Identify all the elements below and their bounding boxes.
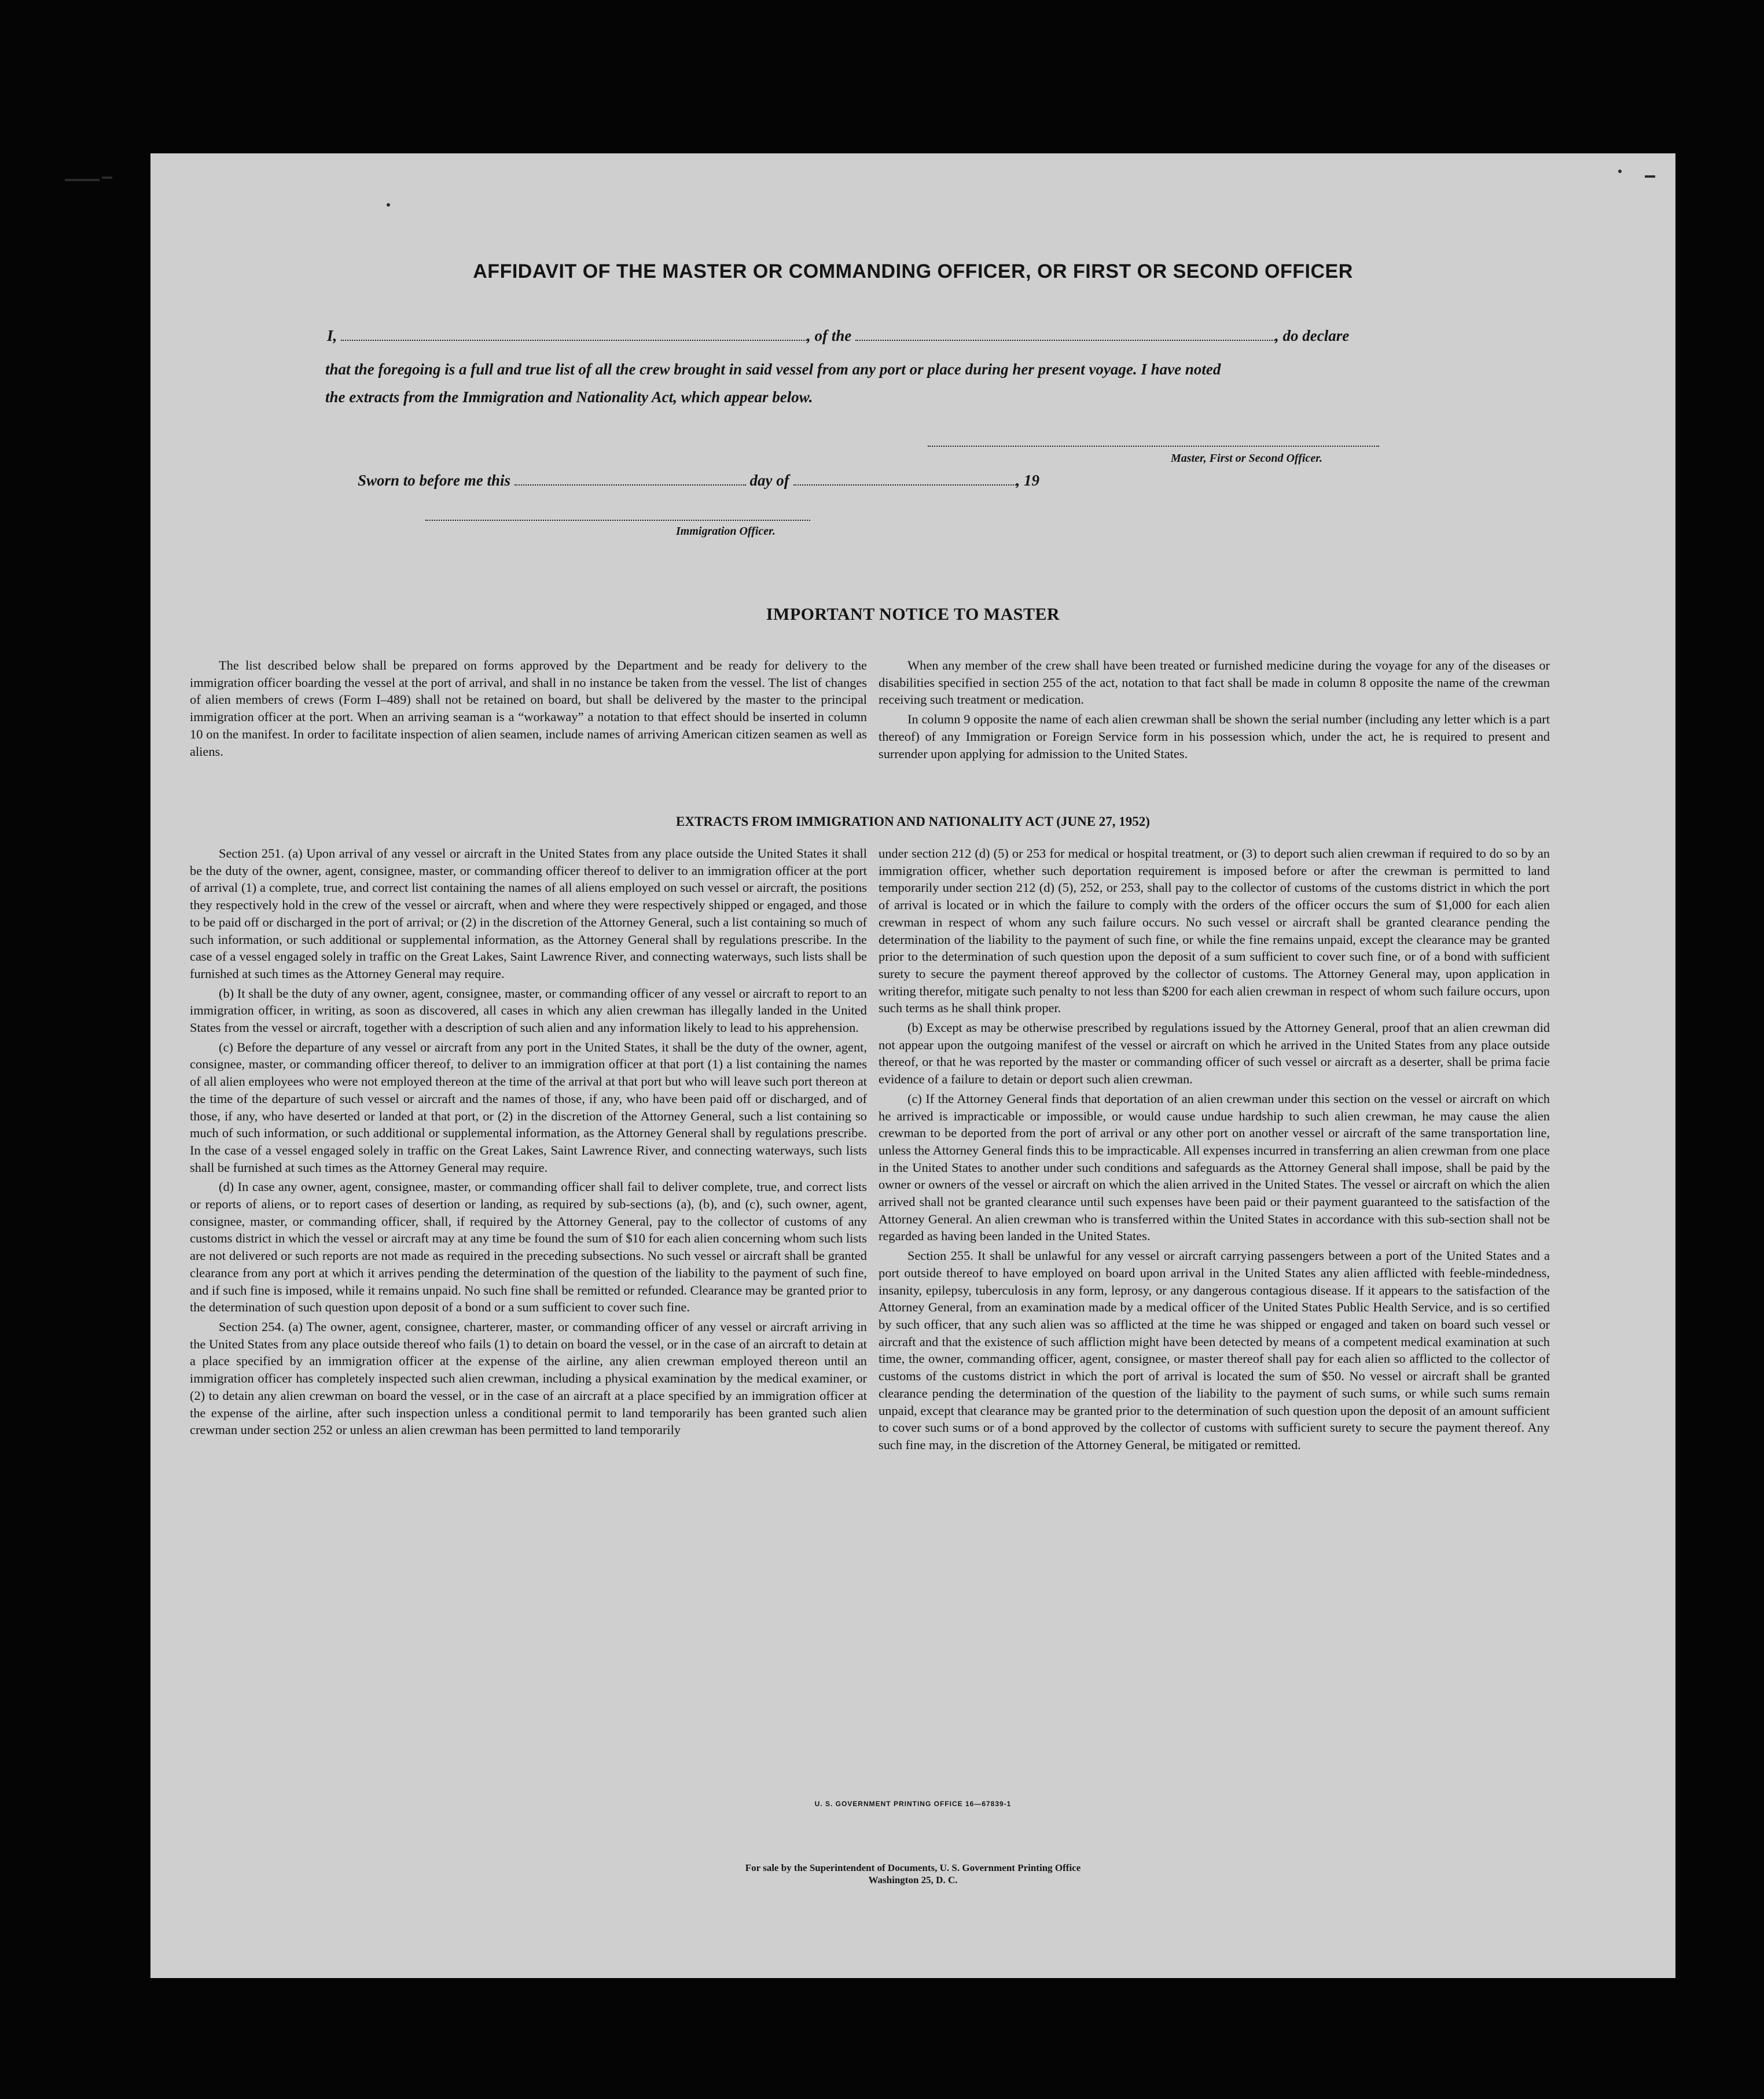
notice-paragraph: In column 9 opposite the name of each alien crewman shall be shown the serial number (including any letter which is a part thereof) of any Immigration or Foreign Service form in his possession which, under the act, he is required to present and surrender upon applying for admission to the United States. bbox=[879, 712, 1550, 761]
declaration-text-2: the extracts from the Immigration and Nationality Act, which appear below. bbox=[325, 388, 813, 406]
scan-mark bbox=[1618, 170, 1622, 173]
form-page bbox=[150, 153, 1675, 1978]
declaration-line bbox=[327, 327, 1349, 345]
sale-line-2: Washington 25, D. C. bbox=[868, 1874, 958, 1885]
scan-mark bbox=[102, 177, 112, 179]
officer-signature-field[interactable] bbox=[425, 520, 810, 521]
day-of-text: day of bbox=[749, 472, 789, 489]
extract-paragraph: (c) If the Attorney General finds that deportation of an alien crewman under this section on the vessel or aircraft on which he arrived is impracticable or impossible, or would cause undue hardship to such alien crewman, he may cause the alien crewman to be deported from the port of arrival or any other port on another vessel or aircraft of the same transportation line, unless the Attorney General finds this to be impracticable. All expenses incurred in transferring an alien crewman from one place in the United States to another under such conditions and safeguards as the Attorney General shall impose, shall be paid by the owner or owners of the vessel or aircraft on which the alien arrived in the United States. The vessel or aircraft on which the alien arrived shall not be granted clearance until such expenses have been paid or their payment guaranteed to the satisfaction of the Attorney General. An alien crewman who is transferred within the United States in accordance with this sub-section shall not be regarded as having been landed in the United States. bbox=[879, 1091, 1550, 1244]
extracts-right-column bbox=[879, 845, 1550, 1456]
extract-paragraph: (b) Except as may be otherwise prescribed by regulations issued by the Attorney General, proof that an alien crewman did not appear upon the outgoing manifest of the vessel or aircraft on which he arrived in the United States from any place outside thereof, or that he was reported by the master or commanding officer of such vessel or aircraft as a deserter, shall be prima facie evidence of a failure to detain or deport such alien crewman. bbox=[879, 1020, 1550, 1087]
master-caption: Master, First or Second Officer. bbox=[1171, 452, 1322, 465]
sworn-line bbox=[358, 472, 1039, 490]
declaration-text-1: that the foregoing is a full and true list of all the crew brought in said vessel from any port or place during her present voyage. I have noted bbox=[325, 361, 1221, 378]
declare-i: I, bbox=[327, 327, 337, 344]
notice-paragraph: When any member of the crew shall have been treated or furnished medicine during the voyage for any of the diseases or disabilities specified in section 255 of the act, notation to that fact shall be made in column 8 opposite the name of the crewman receiving such treatment or medication. bbox=[879, 658, 1550, 707]
extracts-title: EXTRACTS FROM IMMIGRATION AND NATIONALITY ACT (JUNE 27, 1952) bbox=[676, 814, 1150, 829]
vessel-field[interactable] bbox=[855, 328, 1275, 341]
printing-office-line: U. S. GOVERNMENT PRINTING OFFICE 16—67839-1 bbox=[814, 1800, 1012, 1808]
name-field[interactable] bbox=[341, 328, 807, 341]
sworn-day-field[interactable] bbox=[514, 473, 746, 486]
extract-paragraph: (b) It shall be the duty of any owner, agent, consignee, master, or commanding officer of any vessel or aircraft to report to an immigration officer, in writing, as soon as discovered, all cases in which any alien crewman has illegally landed in the United States from the vessel or aircraft, together with a description of such alien and any information likely to lead to his apprehension. bbox=[190, 986, 867, 1035]
sale-line-1: For sale by the Superintendent of Documents, U. S. Government Printing Office bbox=[745, 1862, 1081, 1873]
extracts-left-column bbox=[190, 845, 867, 1441]
notice-paragraph: The list described below shall be prepared on forms approved by the Department and be ready for delivery to the immigration officer boarding the vessel at the port of arrival, and shall in no instance be taken from the vessel. The list of changes of alien members of crews (Form I–489) shall not be retained on board, but shall be delivered by the master to the principal immigration officer at the port. When an arriving seaman is a “workaway” a notation to that effect should be inserted in column 10 on the manifest. In order to facilitate inspection of alien seamen, include names of arriving American citizen seamen as well as aliens. bbox=[190, 658, 867, 759]
scan-mark bbox=[65, 179, 100, 181]
affidavit-title: AFFIDAVIT OF THE MASTER OR COMMANDING OFFICER, OR FIRST OR SECOND OFFICER bbox=[473, 260, 1353, 282]
notice-left bbox=[190, 657, 867, 762]
extract-paragraph: Section 251. (a) Upon arrival of any vessel or aircraft in the United States from any place outside the United States it shall be the duty of the owner, agent, consignee, master, or commanding officer thereof to deliver to an immigration officer at the port of arrival (1) a complete, true, and correct list containing the names of all aliens employed on such vessel or aircraft, the positions they respectively hold in the crew of the vessel or aircraft, when and where they were respectively shipped or engaged, and those to be paid off or discharged in the port of arrival; or (2) in the discretion of the Attorney General, such a list containing so much of such information, or such additional or supplemental information, as the Attorney General shall by regulations prescribe. In the case of a vessel engaged solely in traffic on the Great Lakes, Saint Lawrence River, and connecting waterways, such lists shall be furnished at such times as the Attorney General may require. bbox=[190, 846, 867, 981]
notice-title: IMPORTANT NOTICE TO MASTER bbox=[766, 605, 1060, 624]
extract-paragraph: under section 212 (d) (5) or 253 for medical or hospital treatment, or (3) to deport such alien crewman if required to do so by an immigration officer, whether such deportation requirement is imposed before or after the crewman is permitted to land temporarily under section 212 (d) (5), 252, or 253, shall pay to the collector of customs of the customs district in which the port of arrival is located or in which the failure to comply with the orders of the officer occurs the sum of $1,000 for each alien crewman in respect of whom any such failure occurs. No such vessel or aircraft shall be granted clearance pending the determination of the liability to the payment of such fine, or while the fine remains unpaid, except the clearance may be granted prior to the determination of such question upon the deposit of a sum sufficient to cover such fine, or of a bond with sufficient surety to secure the payment thereof approved by the collector of customs. The Attorney General may, upon application in writing therefor, mitigate such penalty to not less than $200 for each alien crewman in respect of whom such failure occurs, upon such terms as he shall think proper. bbox=[879, 846, 1550, 1016]
sworn-month-field[interactable] bbox=[793, 473, 1016, 486]
sale-notice bbox=[150, 1862, 1675, 1886]
extract-paragraph: (c) Before the departure of any vessel or aircraft from any port in the United States, it shall be the duty of the owner, agent, consignee, master, or commanding officer thereof, to deliver to an immigration officer at that port (1) a list containing the names of all alien employees who were not employed thereon at the time of the arrival at that port but who will leave such port thereon at the time of the departure of such vessel or aircraft and the names of those, if any, who have been paid off or discharged, and of those, if any, who have deserted or landed at that port, or (2) in the discretion of the Attorney General, such a list containing so much of such information, or such additional or supplemental information, as the Attorney General shall by regulations prescribe. In the case of a vessel engaged solely in traffic on the Great Lakes, Saint Lawrence River, and connecting waterways, such lists shall be furnished at such times as the Attorney General may require. bbox=[190, 1039, 867, 1175]
extract-paragraph: (d) In case any owner, agent, consignee, master, or commanding officer shall fail to deliver complete, true, and correct lists or reports of aliens, or to report cases of desertion or landing, as required by sub-sections (a), (b), and (c), such owner, agent, consignee, master, or commanding officer, shall, if required by the Attorney General, pay to the collector of customs of any customs district in which the vessel or aircraft may at any time be found the sum of $10 for each alien concerning whom such lists are not delivered or such reports are not made as required in the preceding subsections. No such vessel or aircraft shall be granted clearance from any port at which it arrives pending the determination of the question of the liability to the payment of such fine, and if such fine is imposed, while it remains unpaid. No such fine shall be remitted or refunded. Clearance may be granted prior to the determination of such question upon deposit of a bond or a sum sufficient to cover such fine. bbox=[190, 1179, 867, 1315]
officer-caption: Immigration Officer. bbox=[676, 525, 776, 538]
extract-paragraph: Section 254. (a) The owner, agent, consignee, charterer, master, or commanding officer of any vessel or aircraft arriving in the United States from any place outside thereof who fails (1) to detain on board the vessel, or in the case of an aircraft to detain at a place specified by an immigration officer at the expense of the airline, any alien crewman employed thereon until an immigration officer has completely inspected such alien crewman, including a physical examination by the medical examiner, or (2) to detain any alien crewman on board the vessel, or in the case of an aircraft at a place specified by an immigration officer at the expense of the airline, after such inspection unless a conditional permit to land temporarily has been granted such alien crewman under section 252 or unless an alien crewman has been permitted to land temporarily bbox=[190, 1319, 867, 1438]
year-text: , 19 bbox=[1016, 472, 1040, 489]
declare-end: , do declare bbox=[1275, 327, 1350, 344]
declare-of: , of the bbox=[807, 327, 852, 344]
extract-paragraph: Section 255. It shall be unlawful for any vessel or aircraft carrying passengers between a port of the United States and a port outside thereof to have employed on board upon arrival in the United States any alien afflicted with feeble-mindedness, insanity, epilepsy, tuberculosis in any form, leprosy, or any dangerous contagious disease. If it appears to the satisfaction of the Attorney General, from an examination made by a medical officer of the United States Public Health Service, and is so certified by such officer, that any such alien was so afflicted at the time he was shipped or engaged and taken on board such vessel or aircraft and that the existence of such affliction might have been detected by means of a competent medical examination at such time, the owner, commanding officer, agent, consignee, or master thereof shall pay for each alien so afflicted to the collector of customs of the customs district in which the port of arrival is located the sum of $50. No vessel or aircraft shall be granted clearance pending the determination of the question of the liability to the payment of such sums, or while such sums remain unpaid, except that clearance may be granted prior to the determination of such question upon the deposit of an amount sufficient to cover such sums or of a bond approved by the collector of customs with sufficient surety to secure the payment thereof. Any such fine may, in the discretion of the Attorney General, be mitigated or remitted. bbox=[879, 1248, 1550, 1452]
scan-mark bbox=[1645, 175, 1655, 178]
notice-right bbox=[879, 657, 1550, 764]
scan-mark bbox=[387, 203, 390, 207]
sworn-text: Sworn to before me this bbox=[358, 472, 511, 489]
master-signature-field[interactable] bbox=[928, 446, 1379, 447]
